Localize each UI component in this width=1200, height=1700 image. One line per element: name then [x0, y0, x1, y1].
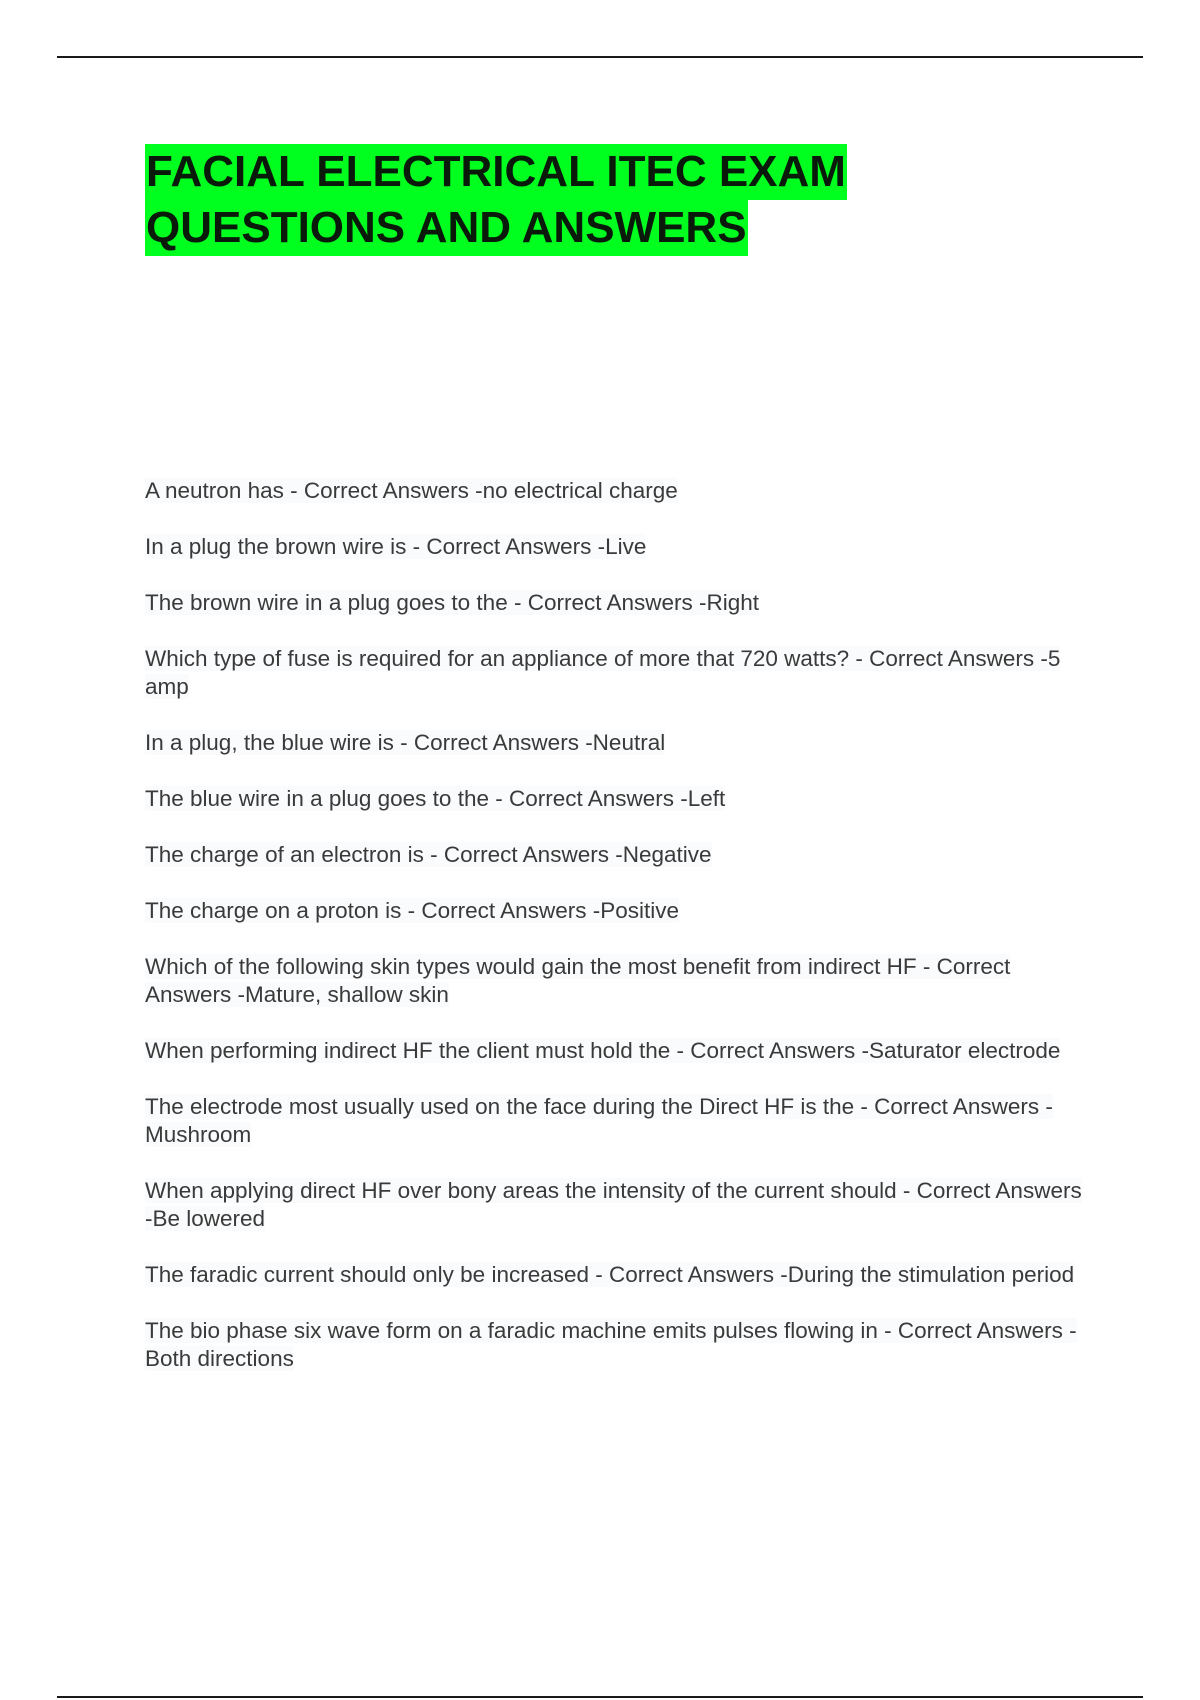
document-title — [145, 144, 1085, 256]
bottom-rule — [57, 1696, 1143, 1698]
qa-text: The electrode most usually used on the face during the Direct HF is the - Correct Answers -Mushroom — [145, 1094, 1053, 1147]
qa-list — [145, 477, 1085, 1401]
qa-item — [145, 785, 1085, 813]
title-line-2: QUESTIONS AND ANSWERS — [145, 200, 748, 256]
qa-text: The blue wire in a plug goes to the - Correct Answers -Left — [145, 786, 726, 811]
qa-text: The brown wire in a plug goes to the - Correct Answers -Right — [145, 590, 760, 615]
qa-item — [145, 1317, 1085, 1373]
qa-item — [145, 841, 1085, 869]
qa-item — [145, 477, 1085, 505]
qa-text: A neutron has - Correct Answers -no electrical charge — [145, 478, 678, 503]
qa-text: The bio phase six wave form on a faradic machine emits pulses flowing in - Correct Answers -Both directions — [145, 1318, 1077, 1371]
qa-text: When performing indirect HF the client must hold the - Correct Answers -Saturator electrode — [145, 1038, 1061, 1063]
qa-item — [145, 1261, 1085, 1289]
qa-text: The charge on a proton is - Correct Answers -Positive — [145, 898, 679, 923]
qa-item — [145, 897, 1085, 925]
qa-item — [145, 953, 1085, 1009]
qa-item — [145, 1037, 1085, 1065]
qa-text: Which type of fuse is required for an appliance of more that 720 watts? - Correct Answers -5 amp — [145, 646, 1061, 699]
qa-text: Which of the following skin types would gain the most benefit from indirect HF - Correct Answers -Mature, shallow skin — [145, 954, 1011, 1007]
qa-text: The faradic current should only be increased - Correct Answers -During the stimulation period — [145, 1262, 1075, 1287]
qa-item — [145, 1177, 1085, 1233]
qa-text: The charge of an electron is - Correct Answers -Negative — [145, 842, 712, 867]
qa-item — [145, 1093, 1085, 1149]
title-line-1: FACIAL ELECTRICAL ITEC EXAM — [145, 144, 847, 200]
top-rule — [57, 56, 1143, 58]
qa-text: When applying direct HF over bony areas the intensity of the current should - Correct Answers -Be lowered — [145, 1178, 1082, 1231]
qa-item — [145, 589, 1085, 617]
qa-item — [145, 729, 1085, 757]
qa-text: In a plug, the blue wire is - Correct Answers -Neutral — [145, 730, 666, 755]
qa-item — [145, 533, 1085, 561]
qa-item — [145, 645, 1085, 701]
qa-text: In a plug the brown wire is - Correct Answers -Live — [145, 534, 647, 559]
